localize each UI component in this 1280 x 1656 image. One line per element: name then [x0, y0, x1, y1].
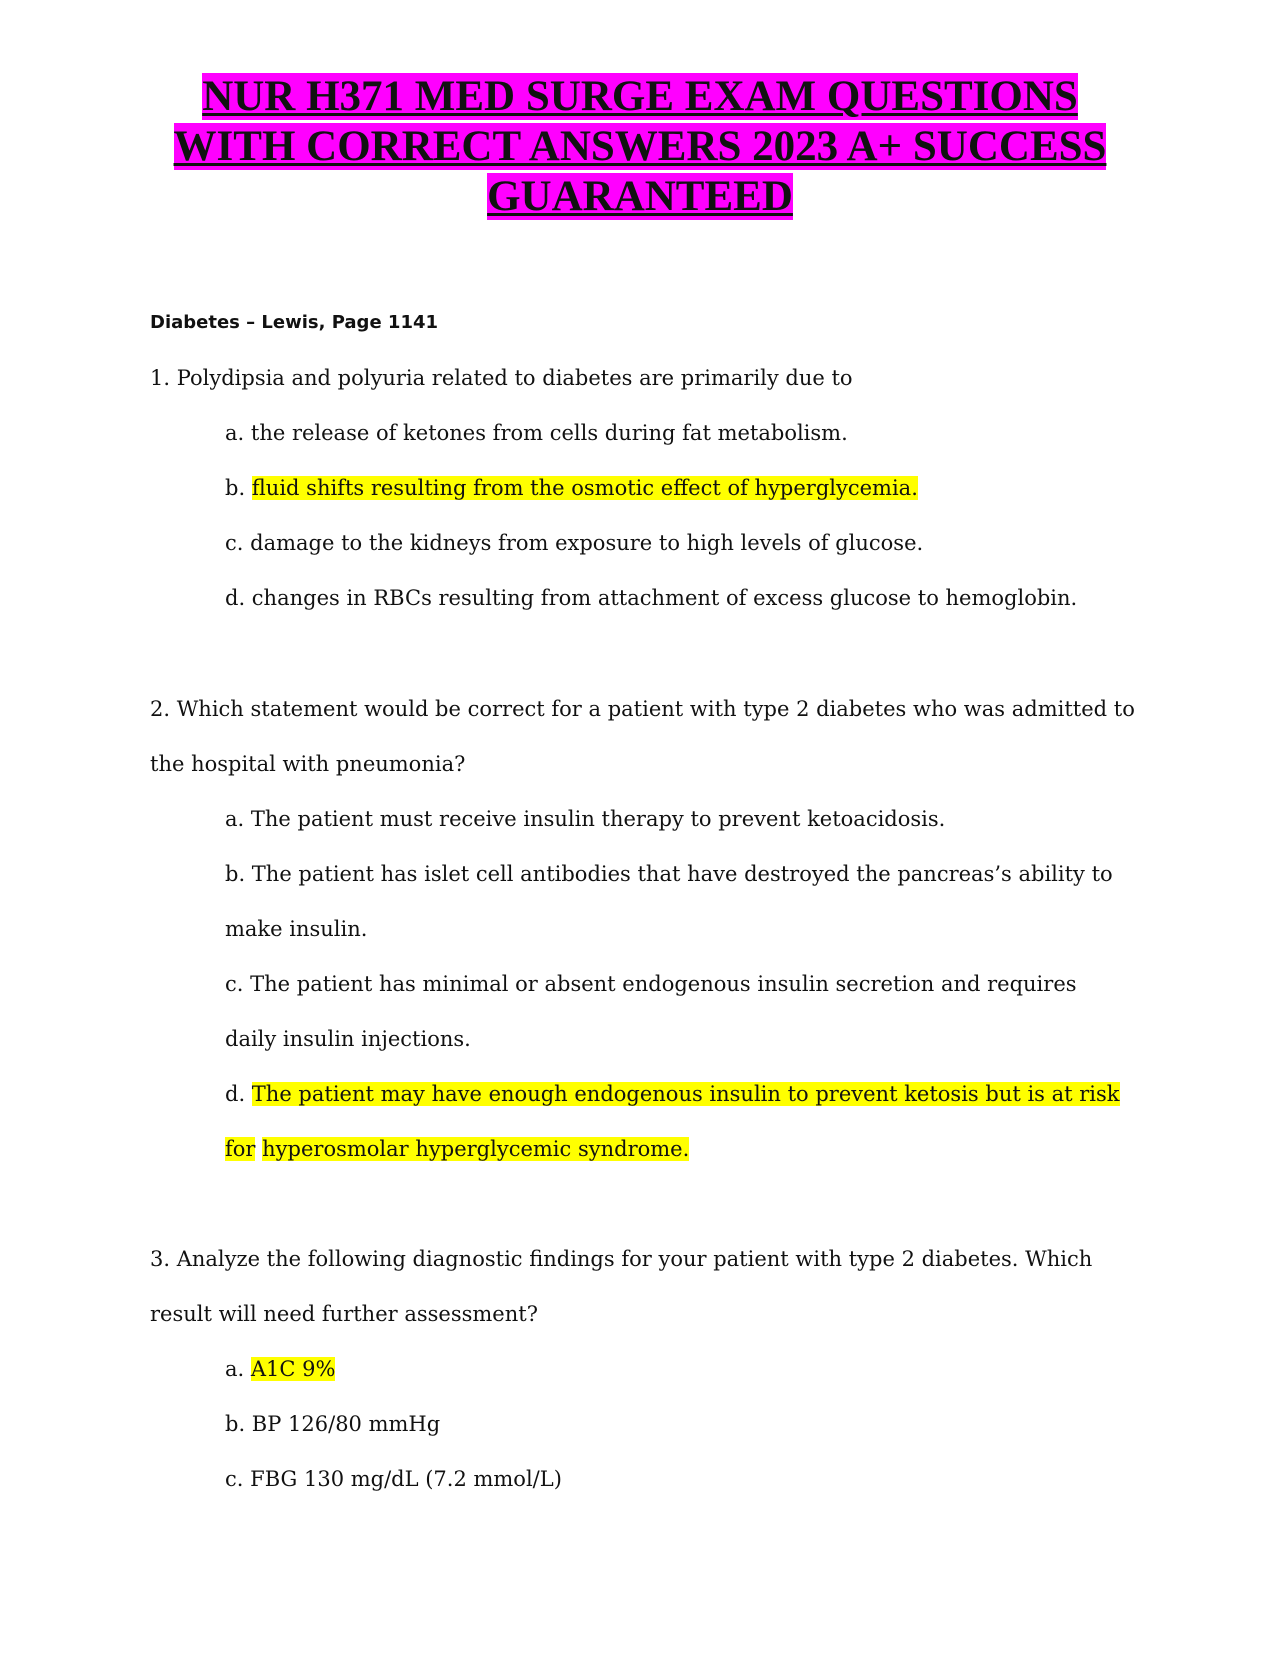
question-2-option-b — [225, 860, 1113, 888]
highlighted-answer-word: for — [225, 1137, 256, 1161]
option-prefix: c. — [225, 531, 251, 555]
option-text: changes in RBCs resulting from attachment of excess glucose to hemoglobin. — [251, 586, 1078, 610]
question-3-stem-line-1: 3. Analyze the following diagnostic findings for your patient with type 2 diabetes. Which — [150, 1247, 1093, 1271]
document-title — [140, 72, 1140, 222]
highlighted-answer: hyperosmolar hyperglycemic syndrome. — [262, 1137, 690, 1161]
question-2-stem-line-1: 2. Which statement would be correct for a patient with type 2 diabetes who was admitted to — [150, 697, 1135, 721]
option-text: damage to the kidneys from exposure to high levels of glucose. — [250, 531, 924, 555]
question-2-option-b-continued: make insulin. — [225, 917, 368, 941]
section-heading: Diabetes – Lewis, Page 1141 — [150, 312, 439, 333]
question-1-option-d — [225, 584, 1077, 612]
option-prefix: a. — [225, 1357, 251, 1381]
option-prefix: c. — [225, 972, 251, 996]
question-2-option-d-continued — [225, 1135, 689, 1163]
question-1-stem: 1. Polydipsia and polyuria related to diabetes are primarily due to — [150, 366, 853, 390]
option-text: BP 126/80 mmHg — [251, 1412, 441, 1436]
option-text: The patient must receive insulin therapy to prevent ketoacidosis. — [250, 807, 946, 831]
option-text: The patient has minimal or absent endogenous insulin secretion and requires — [250, 972, 1077, 996]
highlighted-answer: fluid shifts resulting from the osmotic effect of hyperglycemia. — [251, 476, 918, 500]
option-prefix: a. — [225, 807, 251, 831]
option-prefix: b. — [225, 476, 252, 500]
highlighted-answer: A1C 9% — [250, 1357, 336, 1381]
question-1-option-c — [225, 529, 923, 557]
option-text: FBG 130 mg/dL (7.2 mmol/L) — [250, 1467, 562, 1491]
option-text: the release of ketones from cells during fat metabolism. — [250, 421, 848, 445]
question-3-option-c — [225, 1465, 562, 1493]
question-3-option-a — [225, 1355, 335, 1383]
question-2-option-c-continued: daily insulin injections. — [225, 1027, 471, 1051]
option-prefix: b. — [225, 862, 252, 886]
question-2-option-a — [225, 805, 945, 833]
question-2-stem-line-2: the hospital with pneumonia? — [150, 752, 466, 776]
question-3-stem-line-2: result will need further assessment? — [150, 1302, 538, 1326]
option-text: The patient has islet cell antibodies that have destroyed the pancreas’s ability to — [251, 862, 1113, 886]
title-line-1: NUR H371 MED SURGE EXAM QUESTIONS — [202, 73, 1078, 120]
question-1-option-b — [225, 474, 918, 502]
option-prefix: b. — [225, 1412, 252, 1436]
title-line-3: GUARANTEED — [487, 173, 793, 220]
option-prefix: c. — [225, 1467, 251, 1491]
question-2-option-c — [225, 970, 1077, 998]
title-line-2: WITH CORRECT ANSWERS 2023 A+ SUCCESS — [173, 123, 1107, 170]
option-prefix: a. — [225, 421, 251, 445]
highlighted-answer: The patient may have enough endogenous insulin to prevent ketosis but is at risk — [251, 1082, 1120, 1106]
option-prefix: d. — [225, 1082, 252, 1106]
question-2-option-d — [225, 1080, 1120, 1108]
option-prefix: d. — [225, 586, 252, 610]
question-1-option-a — [225, 419, 848, 447]
question-3-option-b — [225, 1410, 440, 1438]
